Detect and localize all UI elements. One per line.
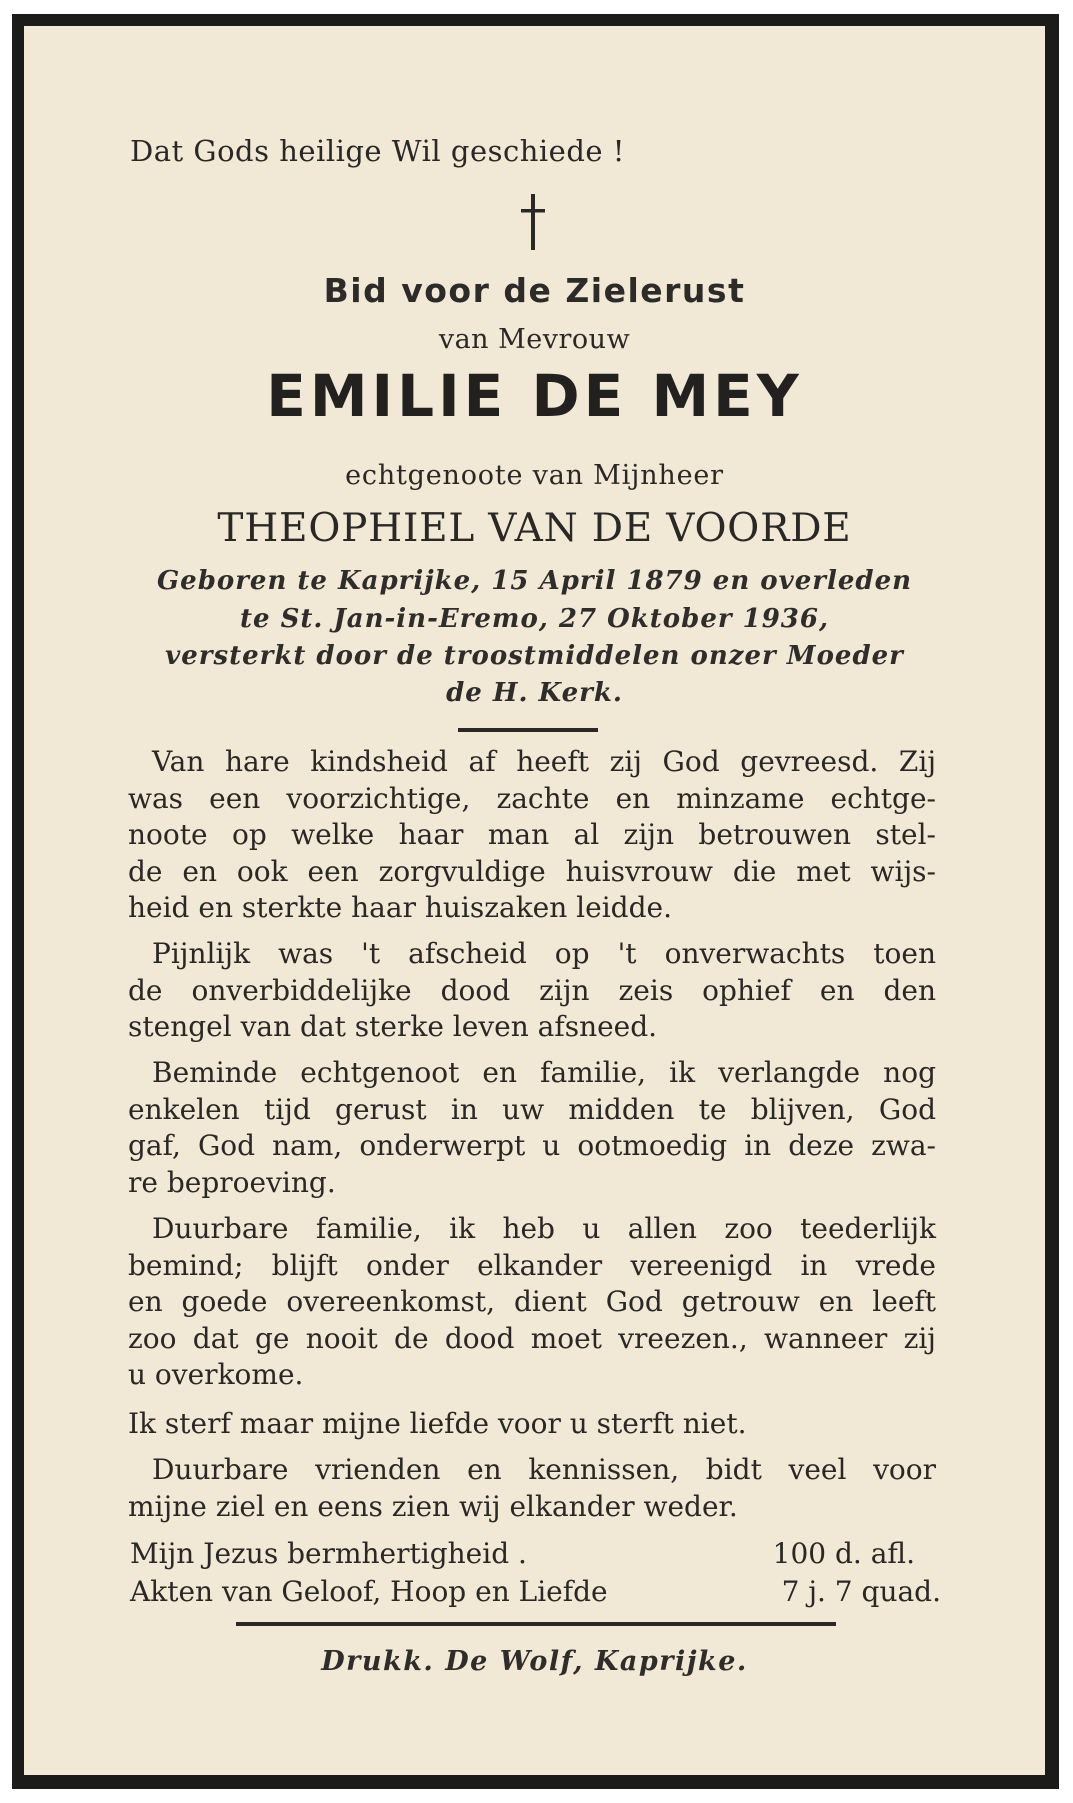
paragraph-line: zoo dat ge nooit de dood moet vreezen., wanneer zij: [128, 1321, 936, 1355]
title-prefix: van Mevrouw: [438, 324, 631, 355]
prayer-heading: Bid voor de Zielerust: [323, 271, 746, 310]
biography-line: de H. Kerk.: [446, 678, 623, 708]
paragraph-line: u overkome.: [128, 1358, 304, 1391]
paragraph-line: de en ook een zorgvuldige huisvrouw die met wijs-: [128, 854, 936, 888]
paragraph-line: Ik sterf maar mijne liefde voor u sterft niet.: [128, 1407, 747, 1440]
paragraph-love: [128, 1406, 936, 1443]
paragraph-line: was een voorzichtige, zachte en minzame echtge-: [128, 781, 936, 815]
indulgence-value: 100 d. afl.: [772, 1537, 915, 1570]
paragraph-line: stengel van dat sterke leven afsneed.: [128, 1010, 658, 1043]
paragraph-line: Duurbare vrienden en kennissen, bidt veel voor: [152, 1453, 936, 1486]
spouse-prefix: echtgenoote van Mijnheer: [345, 460, 724, 491]
indulgence-prayer: Mijn Jezus bermhertigheid .: [130, 1537, 527, 1570]
paragraph-family: [128, 1055, 936, 1201]
paragraph-line: enkelen tijd gerust in uw midden te blijven, God: [128, 1092, 936, 1126]
paragraph-line: gaf, God nam, onderwerpt u ootmoedig in deze zwa-: [128, 1129, 936, 1162]
paragraph-line: bemind; blijft onder elkander vereenigd in vrede: [128, 1248, 936, 1282]
indulgence-prayer: Akten van Geloof, Hoop en Liefde: [130, 1575, 608, 1608]
paragraph-line: Duurbare familie, ik heb u allen zoo teederlijk: [152, 1212, 936, 1245]
paragraph-line: en goede overeenkomst, dient God getrouw en leeft: [128, 1285, 936, 1318]
paragraph-line: de onverbiddelijke dood zijn zeis ophief en den: [128, 973, 936, 1007]
paragraph-line: Pijnlijk was 't afscheid op 't onverwachts toen: [152, 937, 936, 970]
latin-cross-icon: [518, 194, 548, 250]
divider: [236, 1622, 836, 1626]
paragraph-line: noote op welke haar man al zijn betrouwen stel-: [128, 818, 936, 851]
memorial-card: [24, 26, 1045, 1775]
spouse-name: THEOPHIEL VAN DE VOORDE: [217, 506, 852, 551]
motto: Dat Gods heilige Wil geschiede !: [130, 134, 625, 168]
deceased-name: EMILIE DE MEY: [266, 362, 803, 430]
divider: [458, 728, 598, 732]
indulgence-value: 7 j. 7 quad.: [781, 1575, 941, 1608]
paragraph-friends: [128, 1452, 936, 1525]
biography-line: te St. Jan-in-Eremo, 27 Oktober 1936,: [239, 604, 830, 634]
printer-credit: Drukk. De Wolf, Kaprijke.: [321, 1646, 748, 1677]
paragraph-line: re beproeving.: [128, 1165, 336, 1199]
paragraph-line: heid en sterkte haar huiszaken leidde.: [128, 891, 672, 924]
biography-line: versterkt door de troostmiddelen onzer Moeder: [165, 641, 904, 671]
paragraph-childhood: [128, 744, 936, 927]
paragraph-farewell: [128, 936, 936, 1046]
biography-line: Geboren te Kaprijke, 15 April 1879 en overleden: [156, 566, 913, 596]
paragraph-dear-family: [128, 1211, 936, 1394]
paragraph-line: mijne ziel en eens zien wij elkander weder.: [128, 1489, 738, 1523]
paragraph-line: Beminde echtgenoot en familie, ik verlangde nog: [152, 1056, 936, 1089]
paragraph-line: Van hare kindsheid af heeft zij God gevreesd. Zij: [152, 745, 936, 778]
